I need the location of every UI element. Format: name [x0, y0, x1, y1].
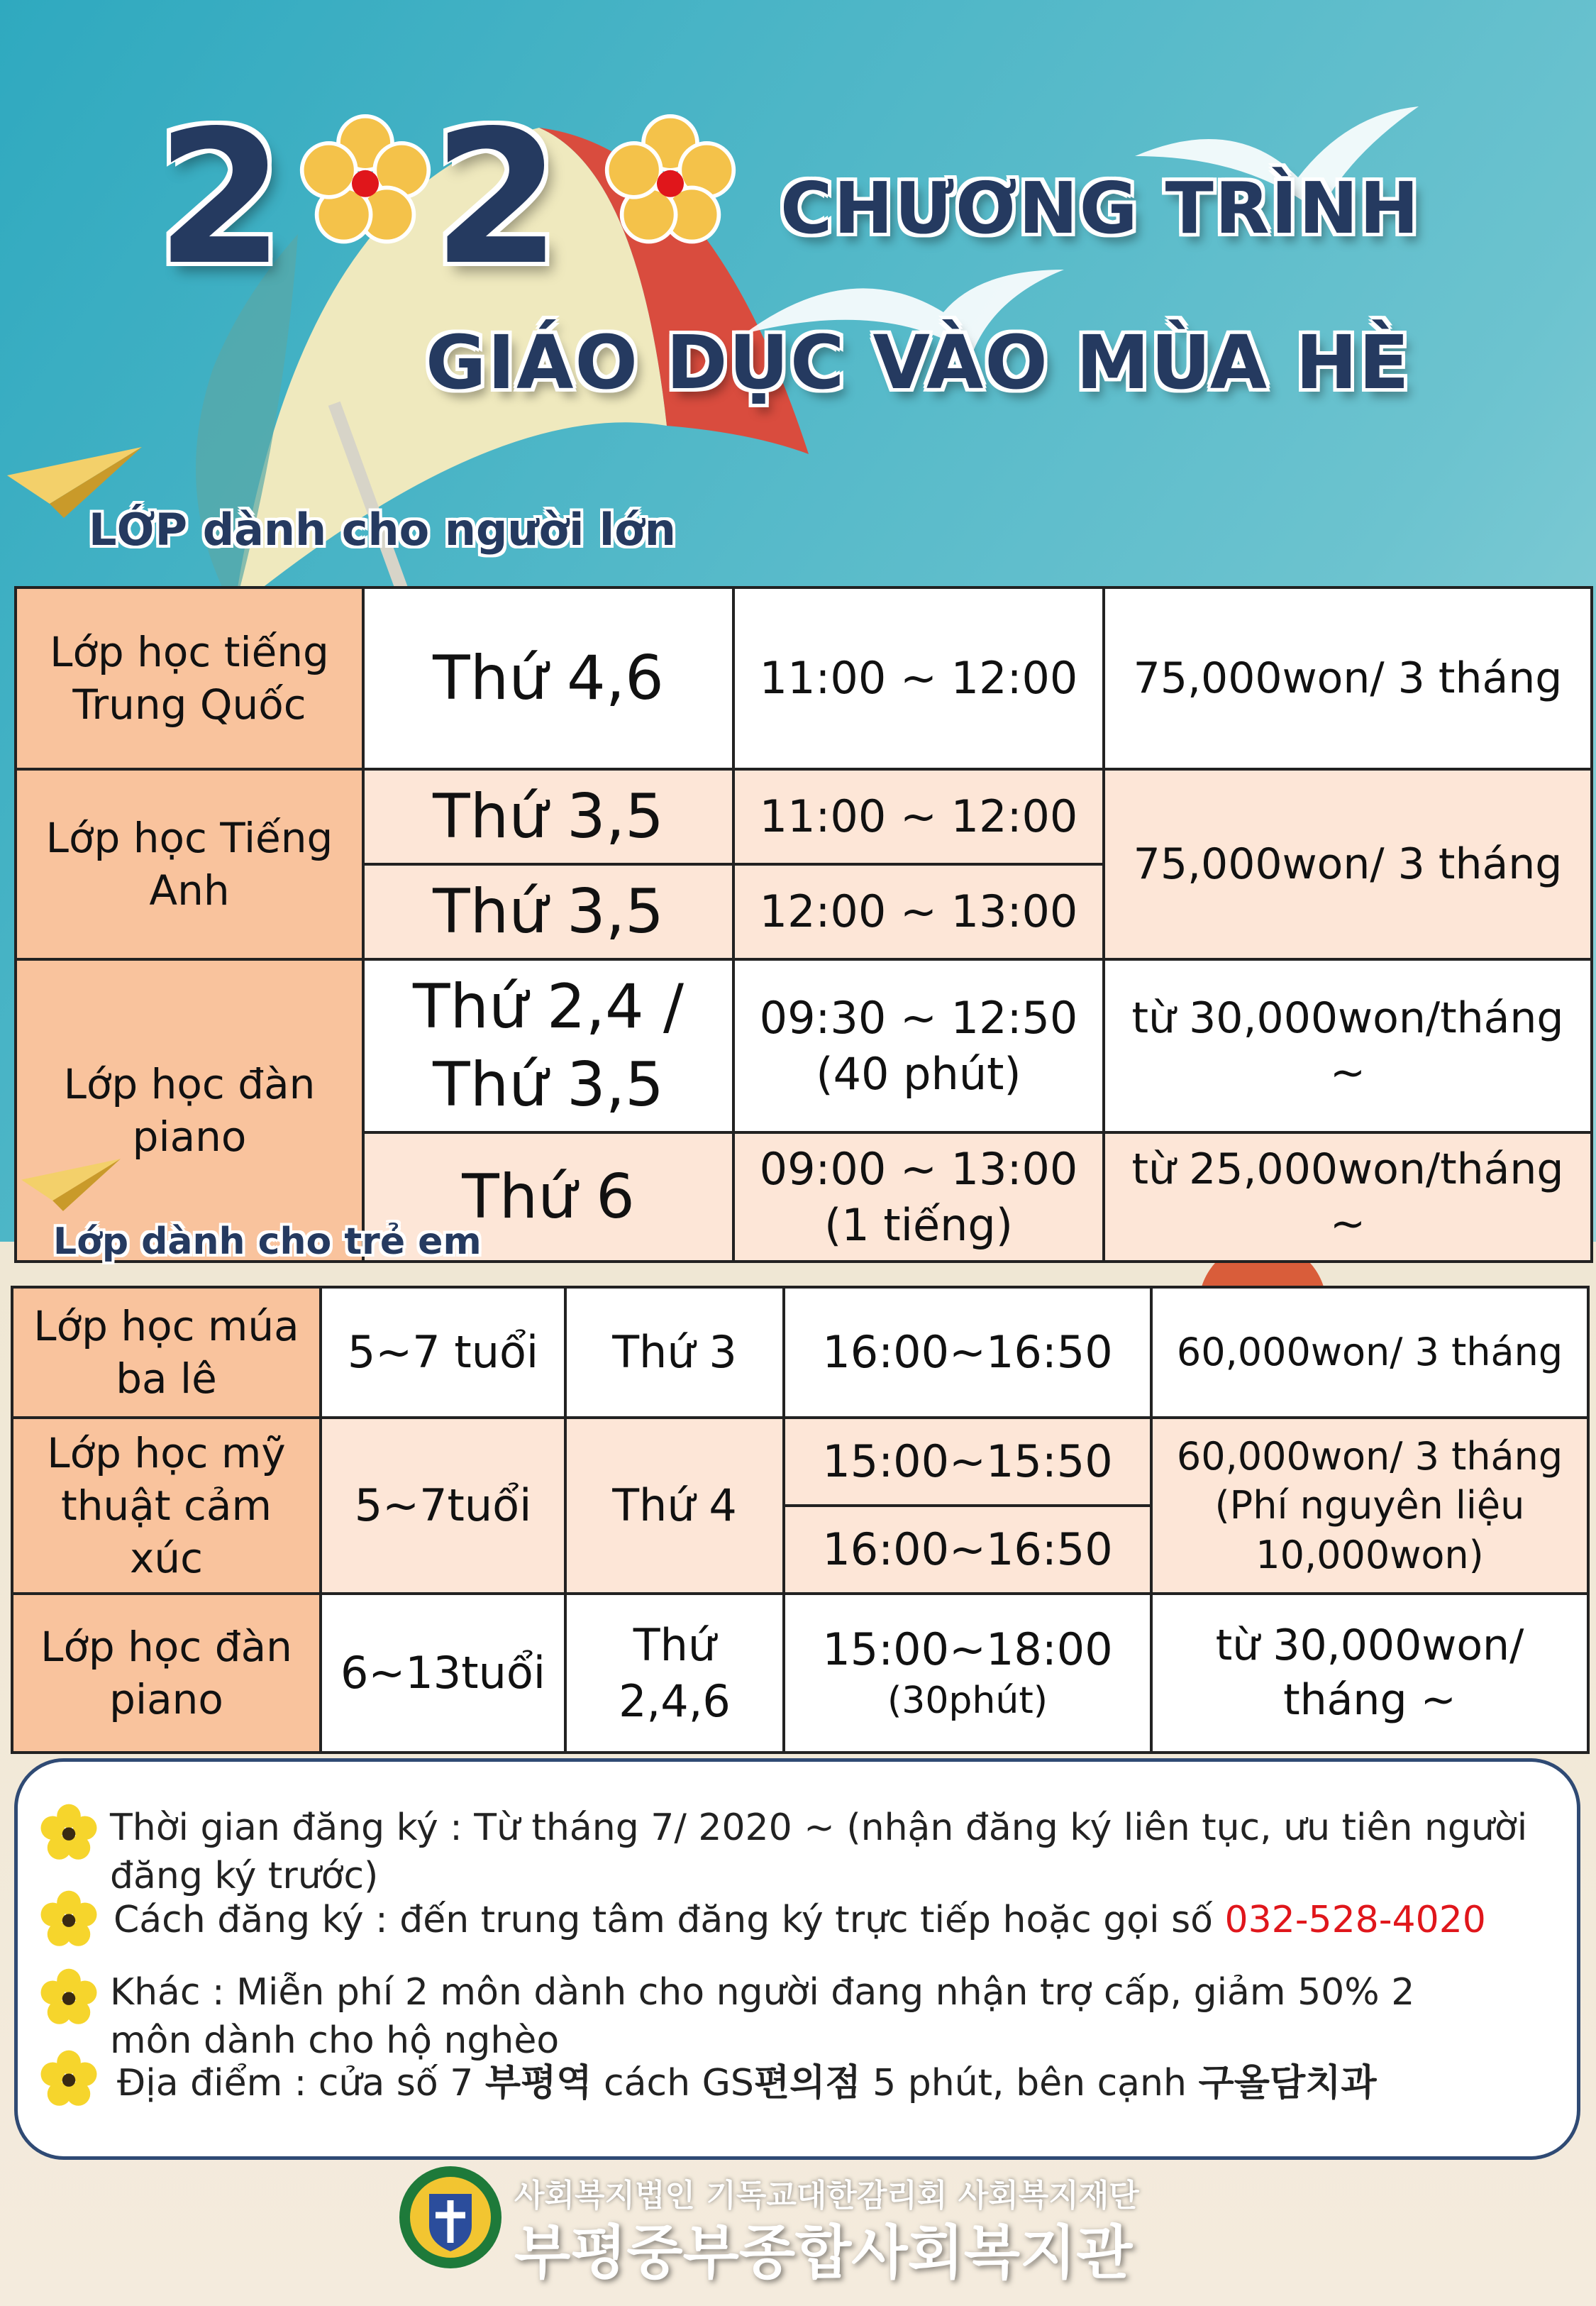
- phone-number[interactable]: 032-528-4020: [1224, 1899, 1486, 1941]
- class-day: Thứ 4,6: [363, 587, 733, 769]
- class-time: 15:00~18:00: [822, 1623, 1113, 1676]
- class-name: Lớp học múa ba lê: [12, 1287, 321, 1418]
- class-name: Lớp học tiếng Trung Quốc: [16, 587, 363, 769]
- kids-section-heading: Lớp dành cho trẻ em: [53, 1220, 482, 1263]
- class-fee: từ 30,000won/tháng ~: [1104, 959, 1592, 1132]
- adult-section-heading: LỚP dành cho người lớn: [89, 504, 676, 556]
- flower-icon: [39, 1968, 99, 2027]
- info-registration-method: [113, 1897, 1486, 1945]
- year-digit-1: 2: [156, 92, 284, 306]
- info-other: Khác : Miễn phí 2 môn dành cho người đang nhận trợ cấp, giảm 50% 2: [110, 1971, 1415, 2014]
- flower-icon: [298, 114, 433, 248]
- class-time: 15:00~15:50: [784, 1418, 1151, 1506]
- class-day: Thứ 4: [565, 1418, 784, 1594]
- class-day: Thứ 6: [363, 1132, 733, 1262]
- footer-center-name: 부평중부종합사회복지관: [514, 2219, 1133, 2287]
- info-location-text: Địa điểm : cửa số 7: [117, 2062, 485, 2104]
- info-location-store: 편의점: [753, 2062, 861, 2104]
- class-day: Thứ 2,4 / Thứ 3,5: [363, 959, 733, 1132]
- info-registration-time: Thời gian đăng ký : Từ tháng 7/ 2020 ~ (nhận đăng ký liên tục, ưu tiên người: [110, 1806, 1528, 1849]
- class-fee: từ 25,000won/tháng ~: [1104, 1132, 1592, 1262]
- table-row: [12, 1287, 1588, 1418]
- kids-schedule-table: [11, 1286, 1590, 1754]
- info-location: [117, 2060, 1377, 2108]
- table-row: [12, 1594, 1588, 1753]
- class-fee: từ 30,000won/ tháng ~: [1151, 1594, 1588, 1753]
- adult-schedule-table: [14, 586, 1593, 1263]
- class-day: Thứ 3,5: [363, 769, 733, 864]
- info-other-cont: môn dành cho hộ nghèo: [110, 2019, 560, 2062]
- class-time: 09:00 ~ 13:00 (1 tiếng): [733, 1132, 1104, 1262]
- class-fee: 60,000won/ 3 tháng (Phí nguyên liệu 10,000won): [1151, 1418, 1588, 1594]
- class-age: 6~13tuổi: [321, 1594, 565, 1753]
- flower-icon: [39, 1803, 99, 1863]
- class-name: Lớp học Tiếng Anh: [16, 769, 363, 959]
- info-location-text: 5 phút, bên cạnh: [860, 2062, 1199, 2104]
- title-line-2: GIÁO DỤC VÀO MÙA HÈ: [426, 319, 1411, 406]
- flower-icon: [39, 2049, 99, 2109]
- table-row: [12, 1418, 1588, 1506]
- table-row: [16, 587, 1592, 769]
- class-time: 16:00~16:50: [784, 1287, 1151, 1418]
- class-fee: 60,000won/ 3 tháng: [1151, 1287, 1588, 1418]
- class-time: 09:30 ~ 12:50 (40 phút): [733, 959, 1104, 1132]
- footer-organization: 사회복지법인 기독교대한감리회 사회복지재단: [514, 2178, 1139, 2214]
- class-time: 12:00 ~ 13:00: [733, 864, 1104, 959]
- class-day: Thứ 2,4,6: [565, 1594, 784, 1753]
- info-registration-time-cont: đăng ký trước): [110, 1855, 379, 1897]
- class-time-cell: [784, 1594, 1151, 1753]
- table-row: [16, 959, 1592, 1132]
- info-location-clinic: 구올담치과: [1198, 2062, 1377, 2104]
- class-day: Thứ 3,5: [363, 864, 733, 959]
- title-line-1: CHƯƠNG TRÌNH: [780, 167, 1421, 250]
- class-name: Lớp học mỹ thuật cảm xúc: [12, 1418, 321, 1594]
- info-box: [14, 1758, 1580, 2160]
- class-day: Thứ 3: [565, 1287, 784, 1418]
- info-location-text: cách GS: [592, 2062, 754, 2104]
- table-row: [16, 769, 1592, 864]
- class-time-note: (30phút): [887, 1679, 1048, 1723]
- class-age: 5~7tuổi: [321, 1418, 565, 1594]
- class-time: 11:00 ~ 12:00: [733, 769, 1104, 864]
- info-registration-method-text: Cách đăng ký : đến trung tâm đăng ký trực tiếp hoặc gọi số: [113, 1899, 1225, 1941]
- class-age: 5~7 tuổi: [321, 1287, 565, 1418]
- class-name: Lớp học đàn piano: [12, 1594, 321, 1753]
- flower-icon: [603, 114, 738, 248]
- class-time: 11:00 ~ 12:00: [733, 587, 1104, 769]
- flower-icon: [39, 1890, 99, 1949]
- year-digit-2: 2: [433, 92, 561, 306]
- info-location-station: 부평역: [484, 2062, 592, 2104]
- paper-plane-icon: [21, 1157, 121, 1213]
- class-name: Lớp học đàn piano: [16, 959, 363, 1262]
- class-fee: 75,000won/ 3 tháng: [1104, 587, 1592, 769]
- logo-emblem: [397, 2164, 504, 2271]
- class-time: 16:00~16:50: [784, 1506, 1151, 1594]
- class-fee: 75,000won/ 3 tháng: [1104, 769, 1592, 959]
